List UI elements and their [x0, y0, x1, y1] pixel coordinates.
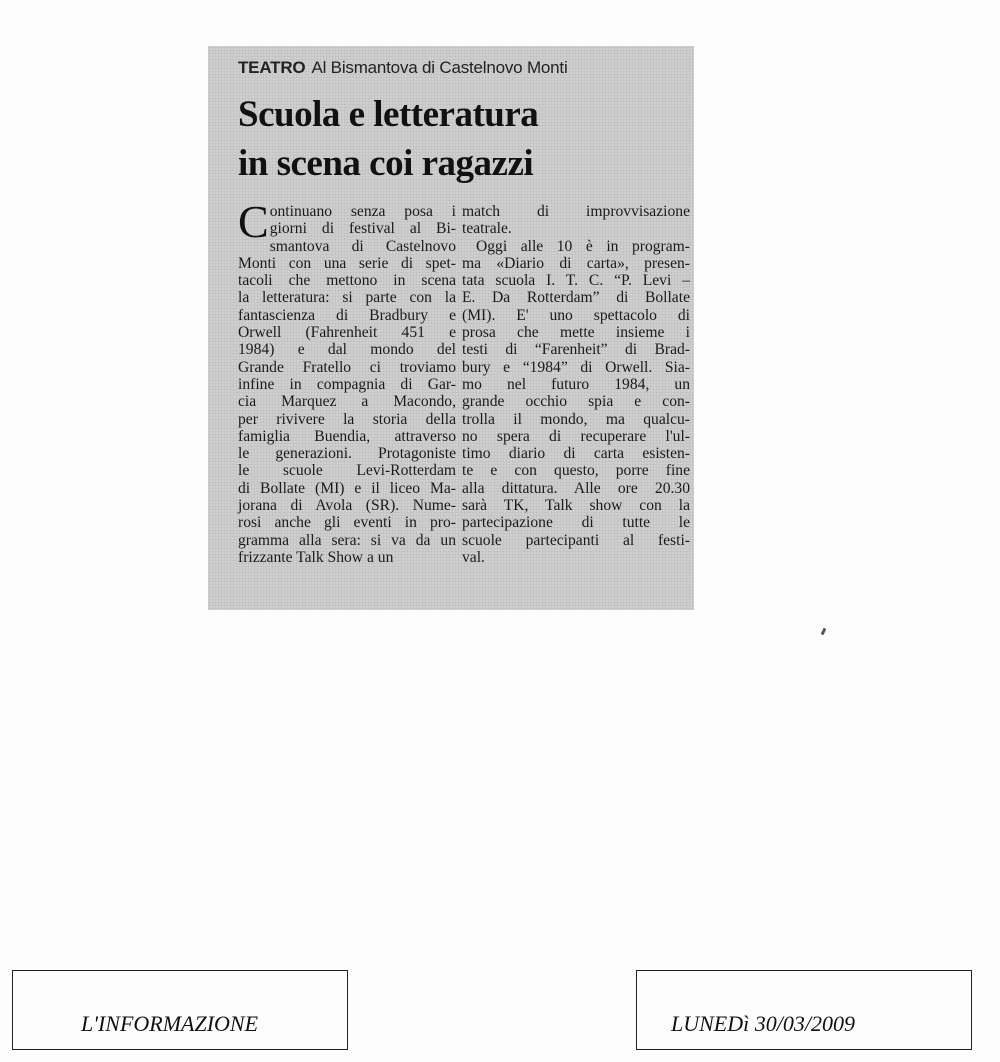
article-text-line: trolla il mondo, ma qualcu-	[462, 410, 690, 428]
article-column-1	[238, 196, 456, 566]
article-text-line: E. Da Rotterdam” di Bollate	[462, 289, 690, 307]
article-text-line: ma «Diario di carta», presen-	[462, 254, 690, 272]
section-tag: TEATRO	[238, 58, 306, 77]
article-text-line: bury e “1984” di Orwell. Sia-	[462, 358, 690, 376]
article-text-line: sarà TK, Talk show con la	[462, 497, 690, 515]
article-text-line: frizzante Talk Show a un	[238, 548, 394, 566]
article-text-line: la letteratura: si parte con la	[238, 289, 456, 307]
article-text-line: te e con questo, porre fine	[462, 462, 690, 480]
article-text-line: Monti con una serie di spet-	[238, 254, 456, 272]
article-text-line: di Bollate (MI) e il liceo Ma-	[238, 479, 456, 497]
article-kicker	[238, 58, 568, 78]
article-text-line: famiglia Buendia, attraverso	[238, 427, 456, 445]
article-text-line: tacoli che mettono in scena	[238, 272, 456, 290]
newspaper-clipping	[208, 46, 694, 610]
source-box	[12, 970, 348, 1050]
article-text-line: partecipazione di tutte le	[462, 514, 690, 532]
kicker-text: Al Bismantova di Castelnovo Monti	[311, 58, 568, 77]
article-text-line: giorni di festival al Bi-	[269, 220, 456, 238]
article-column-2	[462, 203, 690, 566]
article-text-line: scuole partecipanti al festi-	[462, 531, 690, 549]
article-text-line: tata scuola I. T. C. “P. Levi –	[462, 272, 690, 290]
article-text-line: val.	[462, 548, 485, 566]
article-text-line: gramma alla sera: si va da un	[238, 531, 456, 549]
article-text-line: prosa che mette insieme i	[462, 324, 690, 342]
article-text-line: Grande Fratello ci troviamo	[238, 358, 456, 376]
drop-cap: C	[238, 196, 269, 247]
article-text-line: rosi anche gli eventi in pro-	[238, 514, 456, 532]
article-text-line: grande occhio spia e con-	[462, 393, 690, 411]
article-text-line: testi di “Farenheit” di Brad-	[462, 341, 690, 359]
headline-line: Scuola e letteratura	[238, 94, 539, 135]
article-text-line: Oggi alle 10 è in program-	[476, 237, 690, 255]
publication-date: LUNEDì 30/03/2009	[671, 1011, 855, 1036]
headline-line: in scena coi ragazzi	[238, 143, 534, 184]
article-text-line: le generazioni. Protagoniste	[238, 445, 456, 463]
article-text-line: jorana di Avola (SR). Nume-	[238, 497, 456, 515]
article-text-line: per rivivere la storia della	[238, 410, 456, 428]
article-text-line: fantascienza di Bradbury e	[238, 306, 456, 324]
article-text-line: infine in compagnia di Gar-	[238, 375, 456, 393]
article-text-line: le scuole Levi-Rotterdam	[238, 462, 456, 480]
date-box	[636, 970, 972, 1050]
article-text-line: alla dittatura. Alle ore 20.30	[462, 479, 690, 497]
article-text-line: mo nel futuro 1984, un	[462, 375, 690, 393]
article-text-line: teatrale.	[462, 220, 512, 238]
article-text-line: cia Marquez a Macondo,	[238, 393, 456, 411]
article-text-line: match di improvvisazione	[462, 203, 690, 220]
newspaper-name: L'INFORMAZIONE	[81, 1011, 259, 1036]
article-text-line: no spera di recuperare l'ul-	[462, 427, 690, 445]
article-text-line: smantova di Castelnovo	[269, 237, 456, 255]
article-text-line: Orwell (Fahrenheit 451 e	[238, 324, 456, 342]
article-text-line: 1984) e dal mondo del	[238, 341, 456, 359]
article-headline	[238, 90, 678, 188]
article-text-line: ontinuano senza posa i	[269, 203, 456, 220]
article-text-line: (MI). E' uno spettacolo di	[462, 306, 690, 324]
scan-speck	[821, 628, 827, 636]
article-text-line: timo diario di carta esisten-	[462, 445, 690, 463]
